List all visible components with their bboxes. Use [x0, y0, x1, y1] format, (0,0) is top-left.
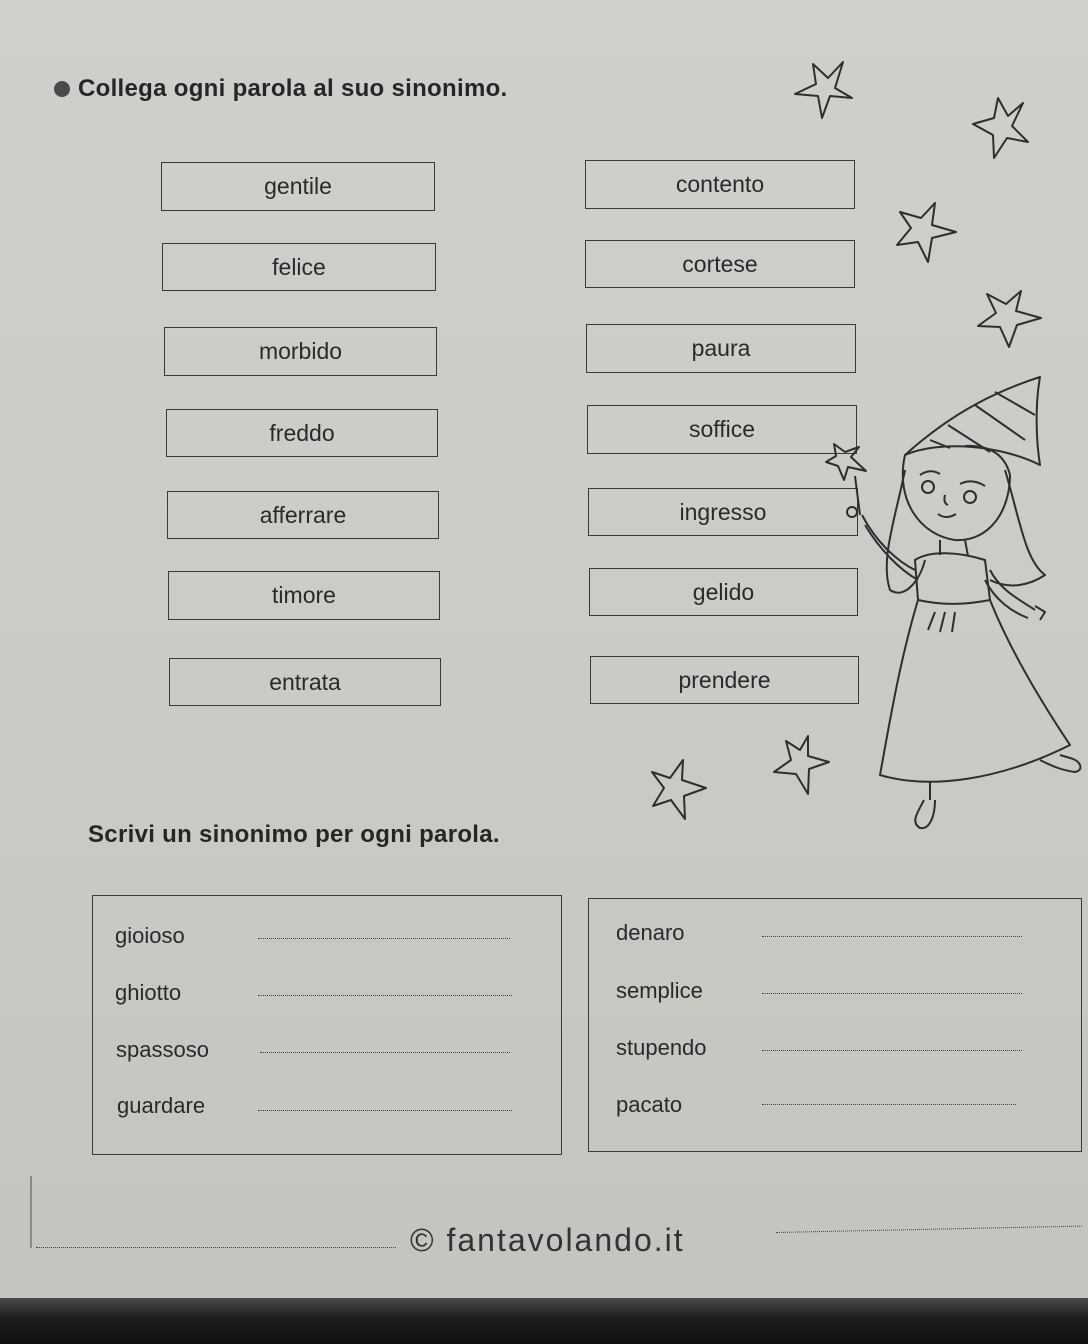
- word-box-right[interactable]: ingresso: [588, 488, 858, 536]
- star-icon: [973, 98, 1028, 158]
- word-box-left[interactable]: gentile: [161, 162, 435, 211]
- word-box-left[interactable]: entrata: [169, 658, 441, 706]
- dress-icon: [880, 600, 1070, 782]
- footer-credit: © fantavolando.it: [410, 1222, 685, 1258]
- word-box-right[interactable]: paura: [586, 324, 856, 373]
- word-box-left[interactable]: afferrare: [167, 491, 439, 539]
- word-box-left[interactable]: timore: [168, 571, 440, 620]
- word-box-left[interactable]: morbido: [164, 327, 437, 376]
- exercise2-instruction: Scrivi un sinonimo per ogni parola.: [88, 821, 500, 848]
- hat-icon: [905, 377, 1040, 465]
- synonym-word: denaro: [616, 920, 685, 945]
- word-box-left[interactable]: freddo: [166, 409, 438, 457]
- word-box-right[interactable]: soffice: [587, 405, 857, 454]
- synonym-word: guardare: [117, 1093, 206, 1118]
- word-box-left[interactable]: felice: [162, 243, 436, 291]
- synonym-word: ghiotto: [115, 980, 182, 1005]
- star-icon: [774, 736, 829, 794]
- star-icon: [652, 760, 706, 819]
- synonym-word: gioioso: [115, 923, 185, 948]
- synonym-word: stupendo: [616, 1035, 707, 1060]
- synonym-word: spassoso: [116, 1037, 209, 1062]
- star-icon: [795, 62, 852, 118]
- star-icon: [978, 291, 1041, 347]
- star-icon: [826, 444, 866, 480]
- word-box-right[interactable]: contento: [585, 160, 855, 209]
- exercise1-instruction: Collega ogni parola al suo sinonimo.: [78, 75, 508, 102]
- word-box-right[interactable]: gelido: [589, 568, 858, 616]
- synonym-word: pacato: [616, 1092, 683, 1117]
- face-icon: [903, 446, 1010, 540]
- star-icon: [897, 203, 956, 262]
- synonym-word: semplice: [616, 978, 703, 1003]
- word-box-right[interactable]: prendere: [590, 656, 859, 704]
- word-box-right[interactable]: cortese: [585, 240, 855, 288]
